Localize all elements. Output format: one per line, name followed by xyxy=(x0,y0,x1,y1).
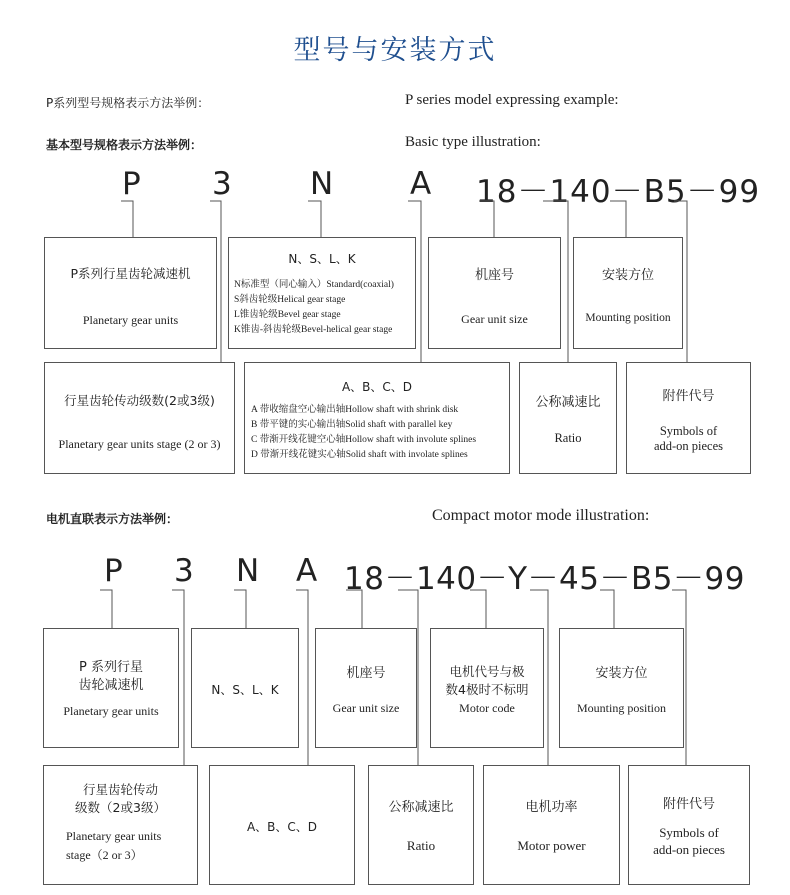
motor-type-box xyxy=(191,628,299,748)
motor-power-cn: 电机功率 xyxy=(525,800,578,815)
motor-code-rest: 18－140－Y－45－B5－99 xyxy=(344,561,745,597)
motor-stage-en2: stage（2 or 3） xyxy=(66,848,143,862)
basic-code-p: P xyxy=(122,166,144,202)
basic-output-c: C 带渐开线花键空心轴Hollow shaft with involute splines xyxy=(251,435,477,445)
basic-stage-cn: 行星齿轮传动级数(2或3级) xyxy=(64,393,215,408)
basic-code-output: A xyxy=(410,166,435,202)
basic-mount-en: Mounting position xyxy=(585,312,671,324)
basic-output-title: A、B、C、D xyxy=(341,380,413,394)
basic-mount-cn: 安装方位 xyxy=(601,268,654,283)
basic-size-en: Gear unit size xyxy=(461,312,528,326)
basic-heading-cn: 基本型号规格表示方法举例： xyxy=(46,138,203,152)
basic-type-k: K锥齿-斜齿轮级Bevel-helical gear stage xyxy=(234,325,393,335)
motor-stage-en1: Planetary gear units xyxy=(66,829,162,843)
motor-output-title: A、B、C、D xyxy=(246,820,318,834)
motor-mount-cn: 安装方位 xyxy=(595,666,648,681)
motor-heading-cn: 电机直联表示方法举例： xyxy=(46,512,179,526)
basic-size-cn: 机座号 xyxy=(474,268,514,283)
motor-motorcode-box xyxy=(430,628,544,748)
basic-output-d: D 带渐开线花键实心轴Solid shaft with involate splines xyxy=(251,450,468,460)
motor-series-cn1: P 系列行星 xyxy=(79,660,143,675)
basic-type-l: L锥齿轮级Bevel gear stage xyxy=(234,310,341,320)
motor-size-cn: 机座号 xyxy=(346,666,386,681)
basic-series-en: Planetary gear units xyxy=(82,313,179,327)
motor-addon-en2: add-on pieces xyxy=(653,842,725,857)
basic-code-size-ratio: 18－140－B5－99 xyxy=(476,174,761,210)
motor-mount-en: Mounting position xyxy=(576,701,666,715)
basic-type-s: S斜齿轮级Helical gear stage xyxy=(234,295,346,305)
motor-series-box xyxy=(43,628,179,748)
motor-series-en: Planetary gear units xyxy=(63,704,159,718)
motor-code-p: P xyxy=(104,553,126,589)
basic-type-title: N、S、L、K xyxy=(288,252,356,266)
motor-stage-cn1: 行星齿轮传动 xyxy=(82,782,158,797)
basic-output-b: B 带平键的实心输出轴Solid shaft with parallel key xyxy=(251,420,453,430)
motor-motorcode-cn2: 数4极时不标明 xyxy=(445,682,529,697)
motor-mount-box xyxy=(559,628,684,748)
motor-stage-cn2: 级数（2或3级） xyxy=(75,800,166,815)
basic-series-cn: P系列行星齿轮减速机 xyxy=(70,266,191,281)
basic-type-n: N标准型（同心输入）Standard(coaxial) xyxy=(234,280,394,290)
motor-series-cn2: 齿轮减速机 xyxy=(78,678,144,693)
motor-addon-box xyxy=(628,765,750,885)
motor-ratio-box xyxy=(368,765,474,885)
motor-ratio-en: Ratio xyxy=(406,838,436,853)
motor-type-title: N、S、L、K xyxy=(211,683,279,697)
motor-ratio-cn: 公称减速比 xyxy=(388,800,454,815)
motor-motorcode-en: Motor code xyxy=(459,701,515,715)
basic-stage-en: Planetary gear units stage (2 or 3) xyxy=(58,437,221,451)
intro-en: P series model expressing example: xyxy=(405,92,619,108)
basic-output-a: A 带收缩盘空心输出轴Hollow shaft with shrink disk xyxy=(251,405,459,415)
basic-ratio-cn: 公称减速比 xyxy=(535,395,601,410)
motor-addon-en1: Symbols of xyxy=(659,825,719,840)
basic-addon-en1: Symbols of xyxy=(659,424,718,438)
motor-output-box xyxy=(209,765,355,885)
basic-code-type: N xyxy=(310,166,337,202)
motor-power-en: Motor power xyxy=(517,838,586,853)
motor-addon-cn: 附件代号 xyxy=(662,797,715,812)
motor-code-type: N xyxy=(236,553,263,589)
basic-addon-en2: add-on pieces xyxy=(653,439,724,453)
basic-ratio-en: Ratio xyxy=(554,431,582,445)
motor-stage-box xyxy=(43,765,198,885)
basic-code-stage: 3 xyxy=(212,166,235,202)
motor-code-output: A xyxy=(296,553,321,589)
intro-cn: P系列型号规格表示方法举例： xyxy=(46,96,210,110)
motor-size-box xyxy=(315,628,417,748)
page-title: 型号与安装方式 xyxy=(293,35,497,66)
motor-heading-en: Compact motor mode illustration: xyxy=(432,507,650,524)
basic-heading-en: Basic type illustration: xyxy=(405,134,541,150)
motor-code-stage: 3 xyxy=(174,553,197,589)
motor-motorcode-cn1: 电机代号与极 xyxy=(449,664,525,679)
motor-size-en: Gear unit size xyxy=(332,701,400,715)
motor-power-box xyxy=(483,765,620,885)
basic-addon-cn: 附件代号 xyxy=(662,389,715,404)
